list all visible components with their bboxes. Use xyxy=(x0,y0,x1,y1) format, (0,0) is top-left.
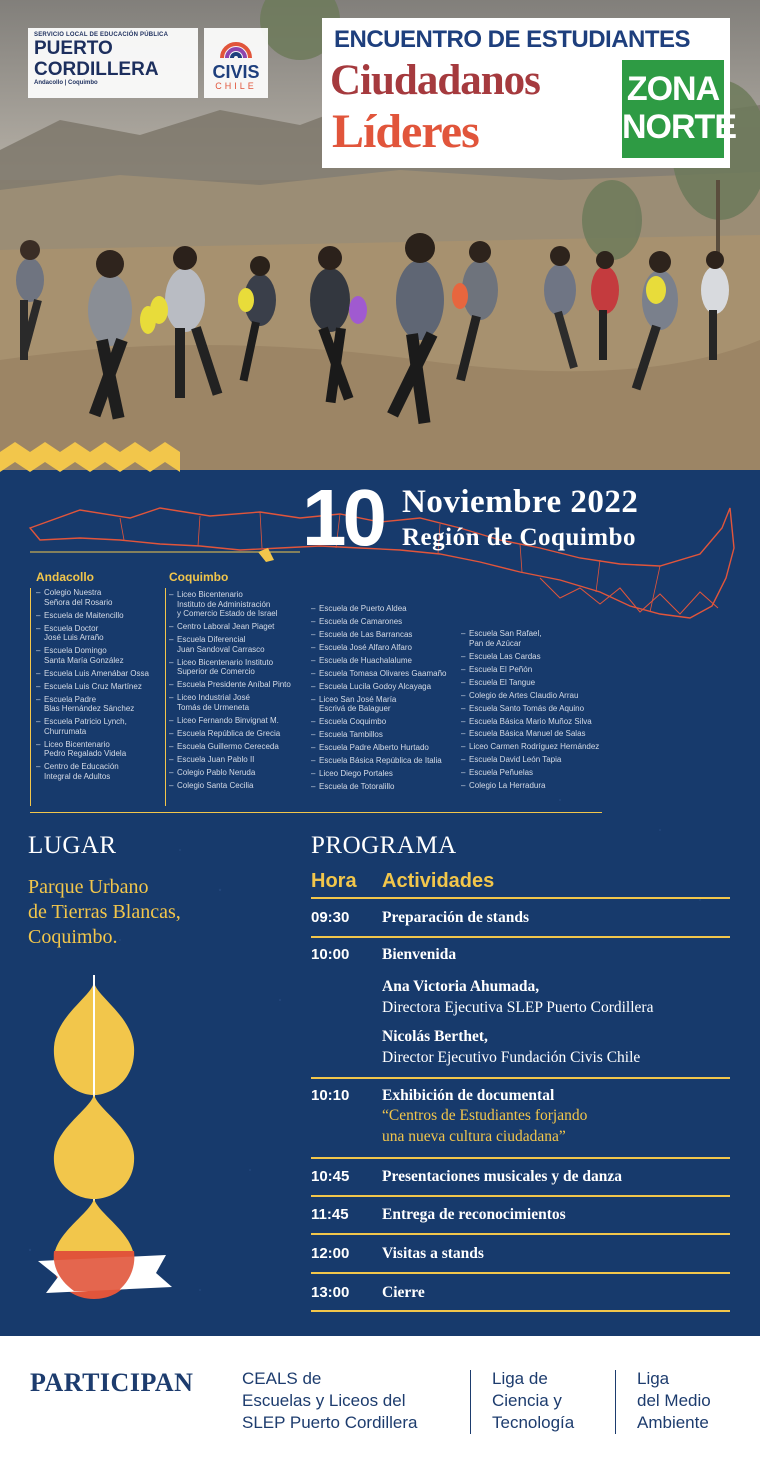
school-item: – Escuela de Las Barrancas xyxy=(311,630,446,640)
norte-label: NORTE xyxy=(622,108,736,146)
participant-liga-ciencia xyxy=(492,1368,574,1434)
lugar-line2: de Tierras Blancas, xyxy=(28,901,181,923)
school-item: – Escuela República de Grecia xyxy=(169,729,291,739)
school-item: – Colegio de Artes Claudio Arrau xyxy=(461,691,599,701)
school-item: – Escuela de Huachalalume xyxy=(311,656,446,666)
andacollo-divider xyxy=(30,588,31,806)
row-rule xyxy=(311,1233,730,1235)
andacollo-school-list xyxy=(36,588,149,785)
school-item: – Escuela Tambillos xyxy=(311,730,446,740)
school-item: – Escuela Santo Tomás de Aquino xyxy=(461,704,599,714)
documentary-title-2: una nueva cultura ciudadana” xyxy=(382,1128,566,1145)
row-activity: Entrega de reconocimientos xyxy=(382,1206,566,1223)
speaker1-name: Ana Victoria Ahumada, xyxy=(382,978,540,995)
row-rule xyxy=(311,1310,730,1312)
school-item: – Escuela Peñuelas xyxy=(461,768,599,778)
schools-bottom-rule xyxy=(30,812,602,813)
documentary-title-1: “Centros de Estudiantes forjando xyxy=(382,1107,588,1124)
row-time: 10:10 xyxy=(311,1087,350,1104)
drops-illustration xyxy=(20,975,190,1315)
participant-line: Ciencia y xyxy=(492,1391,562,1410)
school-item: – Escuela de Puerto Aldea xyxy=(311,604,446,614)
school-item: – Liceo Carmen Rodríguez Hernández xyxy=(461,742,599,752)
row-rule xyxy=(311,936,730,938)
row-activity: Presentaciones musicales y de danza xyxy=(382,1168,622,1185)
event-region: Región de Coquimbo xyxy=(402,524,637,551)
civis-sub: CHILE xyxy=(215,81,257,91)
school-item: – Liceo Industrial José Tomás de Urmeneta xyxy=(169,693,291,712)
lugar-line1: Parque Urbano xyxy=(28,876,149,898)
footer-divider xyxy=(470,1370,471,1434)
row-rule xyxy=(311,1157,730,1159)
logo-slep-caption: SERVICIO LOCAL DE EDUCACIÓN PÚBLICA xyxy=(34,32,169,38)
footer-divider xyxy=(615,1370,616,1434)
school-item: – Escuela Guillermo Cereceda xyxy=(169,742,291,752)
school-item: – Escuela David León Tapia xyxy=(461,755,599,765)
school-item: – Escuela Luis Cruz Martínez xyxy=(36,682,149,692)
school-item: – Escuela Domingo Santa María González xyxy=(36,646,149,665)
programa-heading: PROGRAMA xyxy=(311,832,457,859)
participant-line: del Medio xyxy=(637,1391,711,1410)
logo-slep-sub: Andacollo | Coquimbo xyxy=(34,80,98,86)
participant-line: Escuelas y Liceos del xyxy=(242,1391,406,1410)
school-item: – Colegio Pablo Neruda xyxy=(169,768,291,778)
school-item: – Escuela Patricio Lynch, Churrumata xyxy=(36,717,149,736)
slep-puerto-cordillera-logo xyxy=(28,28,198,98)
participant-liga-medio-ambiente xyxy=(637,1368,711,1434)
participant-line: Ambiente xyxy=(637,1413,709,1432)
school-item: – Escuela Luis Amenábar Ossa xyxy=(36,669,149,679)
event-month-year: Noviembre 2022 xyxy=(402,484,639,520)
row-activity: Exhibición de documental xyxy=(382,1087,555,1104)
school-item: – Escuela Básica Mario Muñoz Silva xyxy=(461,717,599,727)
participant-line: Liga xyxy=(637,1369,670,1388)
row-time: 09:30 xyxy=(311,909,350,926)
school-item: – Escuela José Alfaro Alfaro xyxy=(311,643,446,653)
school-item: – Escuela San Rafael, Pan de Azúcar xyxy=(461,629,599,648)
school-item: – Liceo Bicentenario Pedro Regalado Videla xyxy=(36,740,149,759)
title-encuentro: ENCUENTRO DE ESTUDIANTES xyxy=(334,26,691,53)
school-item: – Centro Laboral Jean Piaget xyxy=(169,622,291,632)
school-item: – Escuela de Camarones xyxy=(311,617,446,627)
school-item: – Escuela de Totoralillo xyxy=(311,782,446,792)
school-item: – Escuela Diferencial Juan Sandoval Carrasco xyxy=(169,635,291,654)
row-time: 12:00 xyxy=(311,1245,350,1262)
civis-chile-logo xyxy=(204,28,268,98)
lugar-line3: Coquimbo. xyxy=(28,926,118,948)
coquimbo-heading: Coquimbo xyxy=(169,570,229,584)
row-time: 10:00 xyxy=(311,946,350,963)
participant-line: Liga de xyxy=(492,1369,548,1388)
school-item: – Escuela El Peñón xyxy=(461,665,599,675)
school-item: – Escuela Lucila Godoy Alcayaga xyxy=(311,682,446,692)
andacollo-heading: Andacollo xyxy=(36,570,95,584)
participan-heading: PARTICIPAN xyxy=(30,1368,194,1397)
school-item: – Liceo Diego Portales xyxy=(311,769,446,779)
coquimbo-school-list-1 xyxy=(169,590,291,794)
row-rule xyxy=(311,1077,730,1079)
programa-header-rule xyxy=(311,897,730,899)
row-time: 11:45 xyxy=(311,1206,349,1223)
participant-line: SLEP Puerto Cordillera xyxy=(242,1413,418,1432)
row-activity: Bienvenida xyxy=(382,946,457,963)
speaker2-role: Director Ejecutivo Fundación Civis Chile xyxy=(382,1049,641,1066)
row-time: 10:45 xyxy=(311,1168,350,1185)
school-item: – Escuela Básica Manuel de Salas xyxy=(461,729,599,739)
logo-slep-line2: CORDILLERA xyxy=(34,59,159,80)
school-item: – Liceo Bicentenario Instituto Superior de Comercio xyxy=(169,658,291,677)
school-item: – Colegio Nuestra Señora del Rosario xyxy=(36,588,149,607)
school-item: – Escuela Doctor José Luis Arraño xyxy=(36,624,149,643)
zona-norte-badge xyxy=(622,60,736,158)
zona-label: ZONA xyxy=(626,70,720,108)
school-item: – Liceo Fernando Binvignat M. xyxy=(169,716,291,726)
civis-arcs-icon xyxy=(216,32,256,58)
school-item: – Centro de Educación Integral de Adultos xyxy=(36,762,149,781)
school-item: – Escuela Las Cardas xyxy=(461,652,599,662)
coquimbo-divider xyxy=(165,588,166,806)
school-item: – Colegio La Herradura xyxy=(461,781,599,791)
school-item: – Colegio Santa Cecilia xyxy=(169,781,291,791)
row-time: 13:00 xyxy=(311,1284,350,1301)
title-ciudadanos: Ciudadanos xyxy=(330,57,540,104)
school-item: – Escuela Padre Blas Hernández Sánchez xyxy=(36,695,149,714)
coquimbo-school-list-3 xyxy=(461,629,599,794)
school-item: – Escuela de Maitencillo xyxy=(36,611,149,621)
zigzag-decoration xyxy=(0,440,180,480)
logo-slep-line1: PUERTO xyxy=(34,38,113,59)
civis-name: CIVIS xyxy=(212,62,260,82)
school-item: – Escuela Tomasa Olivares Gaamaño xyxy=(311,669,446,679)
school-item: – Liceo Bicentenario Instituto de Administración y Comercio Estado de Israel xyxy=(169,590,291,619)
participant-ceals xyxy=(242,1368,417,1434)
participant-line: Tecnología xyxy=(492,1413,575,1432)
row-activity: Preparación de stands xyxy=(382,909,529,926)
row-activity: Cierre xyxy=(382,1284,425,1301)
school-item: – Escuela Juan Pablo II xyxy=(169,755,291,765)
coquimbo-school-list-2 xyxy=(311,604,446,795)
school-item: – Liceo San José María Escrivá de Balaguer xyxy=(311,695,446,714)
row-rule xyxy=(311,1272,730,1274)
school-item: – Escuela Presidente Aníbal Pinto xyxy=(169,680,291,690)
row-rule xyxy=(311,1195,730,1197)
school-item: – Escuela El Tangue xyxy=(461,678,599,688)
lugar-address xyxy=(28,875,181,950)
school-item: – Escuela Padre Alberto Hurtado xyxy=(311,743,446,753)
school-item: – Escuela Coquimbo xyxy=(311,717,446,727)
programa-col-actividades: Actividades xyxy=(382,870,495,892)
school-item: – Escuela Básica República de Italia xyxy=(311,756,446,766)
title-lideres: Líderes xyxy=(332,105,479,158)
speaker1-role: Directora Ejecutiva SLEP Puerto Cordillera xyxy=(382,999,654,1016)
row-activity: Visitas a stands xyxy=(382,1245,484,1262)
hero-photo xyxy=(0,0,760,470)
speaker2-name: Nicolás Berthet, xyxy=(382,1028,488,1045)
programa-col-hora: Hora xyxy=(311,870,357,892)
participant-line: CEALS de xyxy=(242,1369,322,1388)
event-day: 10 xyxy=(302,473,383,562)
lugar-heading: LUGAR xyxy=(28,832,117,859)
